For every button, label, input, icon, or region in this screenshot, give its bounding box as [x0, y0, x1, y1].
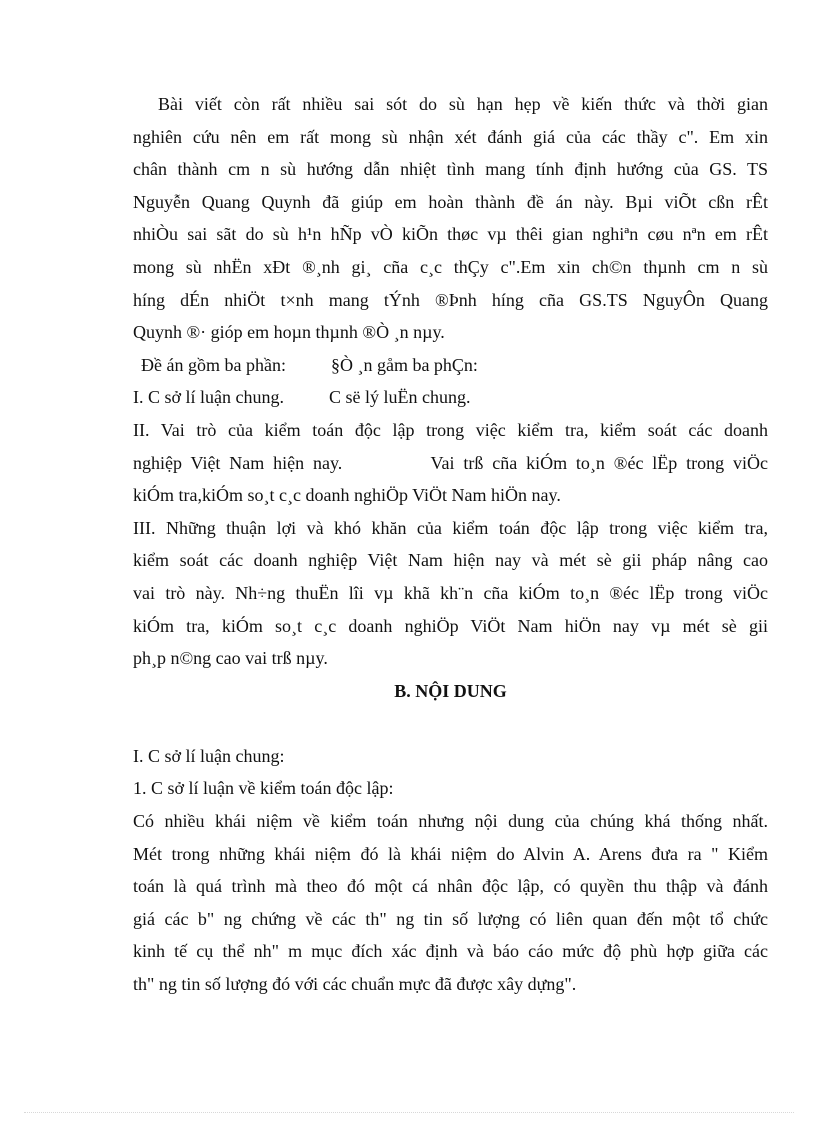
text-line: chân thành cm n sù hướng dẫn nhiệt tình mang tính định hướng của GS. TS	[133, 159, 768, 180]
text-line: Có nhiều khái niệm về kiểm toán nhưng nội dung của chúng khá thống nhất.	[133, 811, 768, 832]
text-line: II. Vai trò của kiểm toán độc lập trong việc kiểm tra, kiểm soát các doanh	[133, 419, 768, 440]
outline-intro: Đề án gồm ba phần: §Ò ¸n gåm ba phÇn:	[141, 354, 478, 375]
subsection-heading: 1. C sở lí luận về kiểm toán độc lập:	[133, 778, 394, 799]
text-line: toán là quá trình mà theo đó một cá nhân độc lập, có quyền thu thập và đánh	[133, 876, 768, 897]
paragraph-definition	[133, 805, 768, 1001]
text-line: nhiÒu sai sãt do sù h¹n hÑp vÒ kiÕn thøc vµ thêi gian nghiªn cøu nªn em rÊt	[133, 224, 768, 245]
paragraph-intro	[133, 88, 768, 349]
text-line: Nguyễn Quang Quynh đã giúp em hoàn thành đề án này. Bµi viÕt cßn rÊt	[133, 191, 768, 212]
spacer	[133, 707, 768, 740]
subsection-heading: I. C sở lí luận chung:	[133, 745, 285, 766]
outline-part-3	[133, 512, 768, 675]
text-line: Mét trong những khái niệm đó là khái niệm do Alvin A. Arens đưa ra " Kiểm	[133, 843, 768, 864]
document-page	[133, 88, 768, 1001]
outline-part-1: I. C sở lí luận chung. C së lý luËn chung.	[133, 387, 471, 408]
text-line: nghiên cứu nên em rất mong sù nhận xét đánh giá của các thầy c". Em xin	[133, 126, 768, 147]
text-line: ph¸p n©ng cao vai trß nµy.	[133, 648, 328, 669]
text-line: th" ng tin số lượng đó với các chuẩn mực đã được xây dựng".	[133, 974, 577, 995]
outline-part-2	[133, 414, 768, 512]
section-heading: B. NỘI DUNG	[394, 680, 507, 701]
text-line: kiểm soát các doanh nghiệp Việt Nam hiện nay và mét sè gii pháp nâng cao	[133, 550, 768, 571]
text-line: kiÓm tra, kiÓm so¸t c¸c doanh nghiÖp ViÖt Nam hiÖn nay vµ mét sè gii	[133, 615, 768, 636]
page-bottom-divider	[24, 1112, 794, 1113]
text-line: kinh tế cụ thể nh" m mục đích xác định và báo cáo mức độ phù hợp giữa các	[133, 941, 768, 962]
text-line: híng dÉn nhiÖt t×nh mang tÝnh ®Þnh híng cña GS.TS NguyÔn Quang	[133, 289, 768, 310]
text-line: nghiệp Việt Nam hiện nay. Vai trß cña kiÓm to¸n ®éc lËp trong viÖc	[133, 452, 768, 473]
text-line: Bài viết còn rất nhiều sai sót do sù hạn hẹp về kiến thức và thời gian	[158, 94, 768, 114]
text-line: kiÓm tra,kiÓm so¸t c¸c doanh nghiÖp ViÖt Nam hiÖn nay.	[133, 485, 561, 506]
text-line: III. Những thuận lợi và khó khăn của kiểm toán độc lập trong việc kiểm tra,	[133, 517, 768, 538]
text-line: mong sù nhËn xÐt ®¸nh gi¸ cña c¸c thÇy c".Em xin ch©n thµnh cm n sù	[133, 256, 768, 277]
text-line: giá các b" ng chứng về các th" ng tin số lượng có liên quan đến một tổ chức	[133, 908, 768, 929]
text-line: Quynh ®· gióp em hoµn thµnh ®Ò ¸n nµy.	[133, 322, 445, 343]
text-line: vai trò này. Nh÷ng thuËn lîi vµ khã kh¨n cña kiÓm to¸n ®éc lËp trong viÖc	[133, 582, 768, 603]
